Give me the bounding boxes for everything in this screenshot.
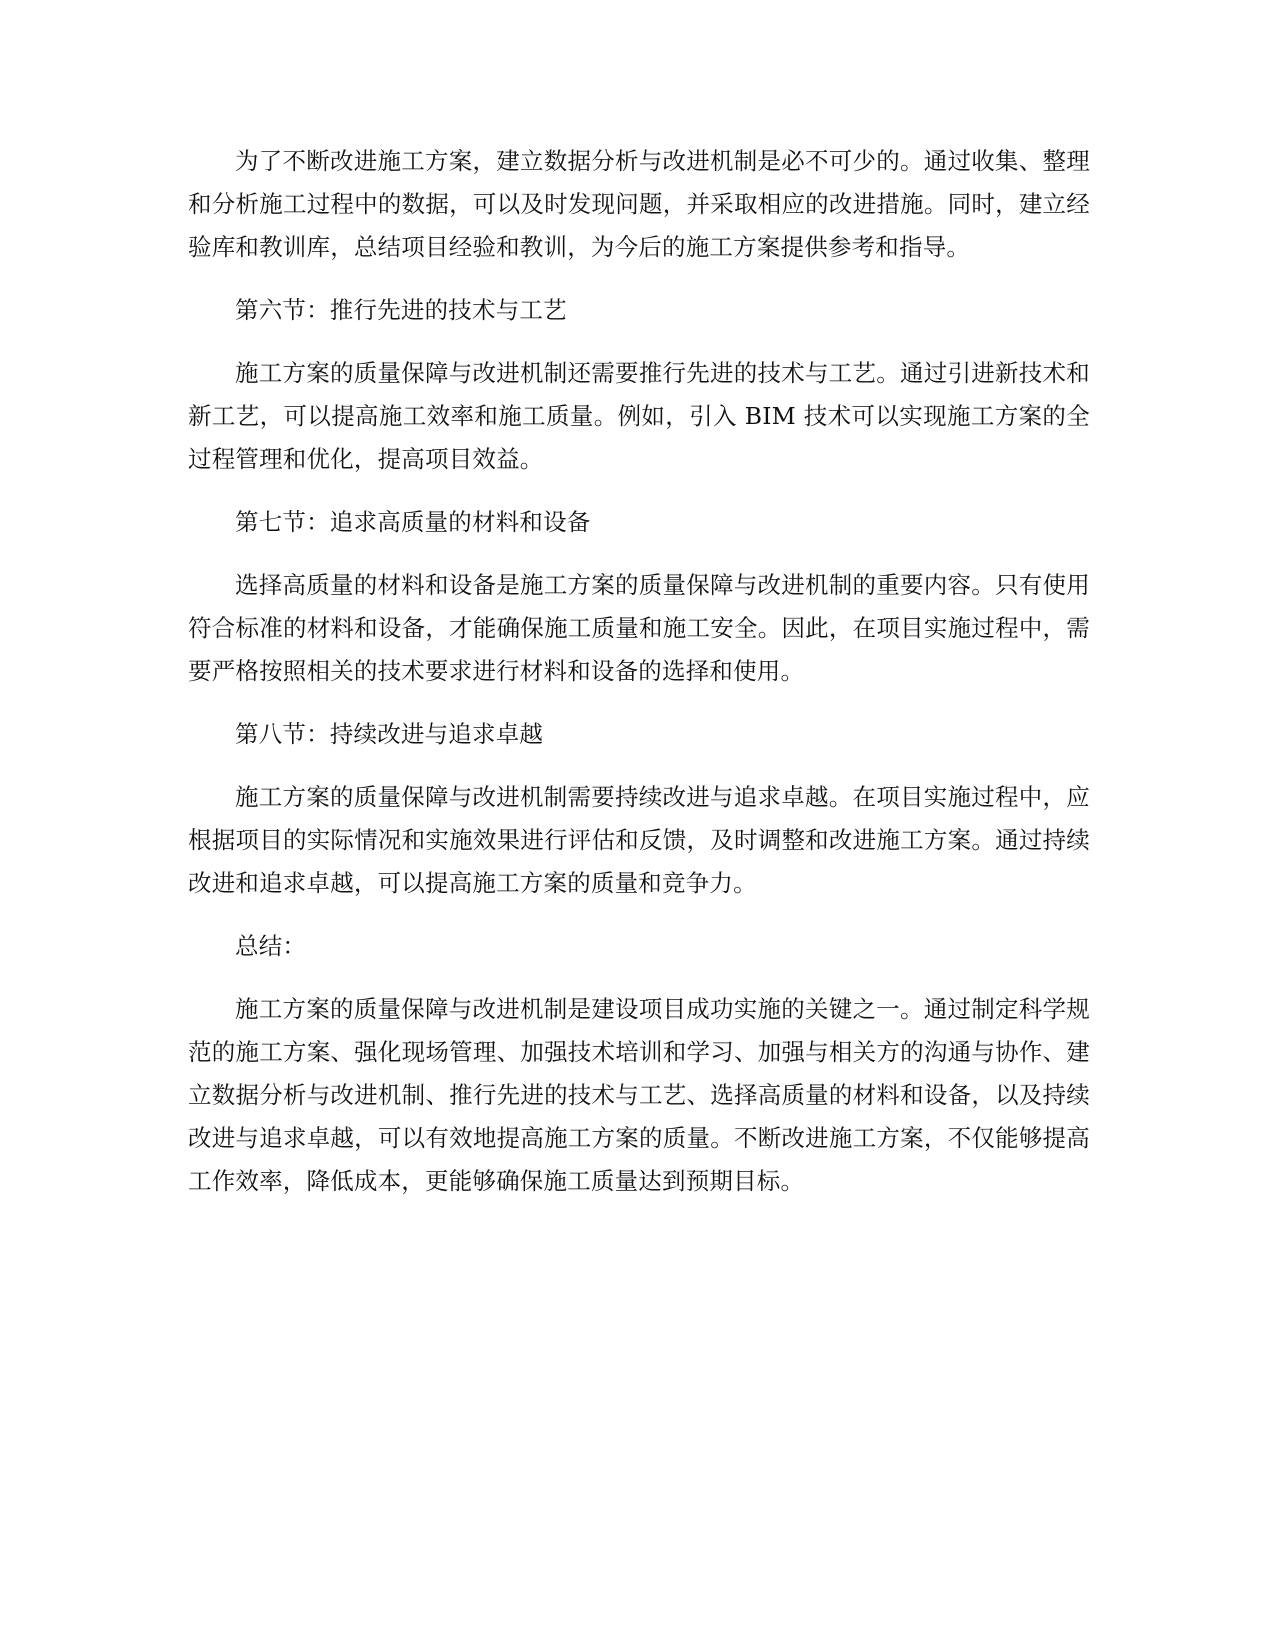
section-heading-6: 第六节：推行先进的技术与工艺 — [235, 296, 567, 324]
paragraph-summary: 施工方案的质量保障与改进机制是建设项目成功实施的关键之一。通过制定科学规范的施工方案、强化现场管理、加强技术培训和学习、加强与相关方的沟通与协作、建立数据分析与改进机制、推行先进的技术与工艺、选择高质量的材料和设备，以及持续改进与追求卓越，可以有效地提高施工方案的质量。不断改进施工方案，不仅能够提高工作效率，降低成本，更能够确保施工质量达到预期目标。 — [188, 995, 1090, 1195]
paragraph-data-analysis: 为了不断改进施工方案，建立数据分析与改进机制是必不可少的。通过收集、整理和分析施工过程中的数据，可以及时发现问题，并采取相应的改进措施。同时，建立经验库和教训库，总结项目经验和教训，为今后的施工方案提供参考和指导。 — [188, 147, 1090, 261]
summary-heading: 总结： — [235, 932, 307, 960]
paragraph-continuous-improvement: 施工方案的质量保障与改进机制需要持续改进与追求卓越。在项目实施过程中，应根据项目的实际情况和实施效果进行评估和反馈，及时调整和改进施工方案。通过持续改进和追求卓越，可以提高施工方案的质量和竞争力。 — [188, 783, 1090, 897]
section-heading-8: 第八节：持续改进与追求卓越 — [235, 720, 544, 748]
paragraph-materials: 选择高质量的材料和设备是施工方案的质量保障与改进机制的重要内容。只有使用符合标准的材料和设备，才能确保施工质量和施工安全。因此，在项目实施过程中，需要严格按照相关的技术要求进行材料和设备的选择和使用。 — [188, 571, 1090, 685]
document-body — [188, 140, 1090, 1223]
paragraph-advanced-tech: 施工方案的质量保障与改进机制还需要推行先进的技术与工艺。通过引进新技术和新工艺，可以提高施工效率和施工质量。例如，引入 BIM 技术可以实现施工方案的全过程管理和优化，提高项目效益。 — [188, 359, 1090, 473]
section-heading-7: 第七节：追求高质量的材料和设备 — [235, 508, 591, 536]
